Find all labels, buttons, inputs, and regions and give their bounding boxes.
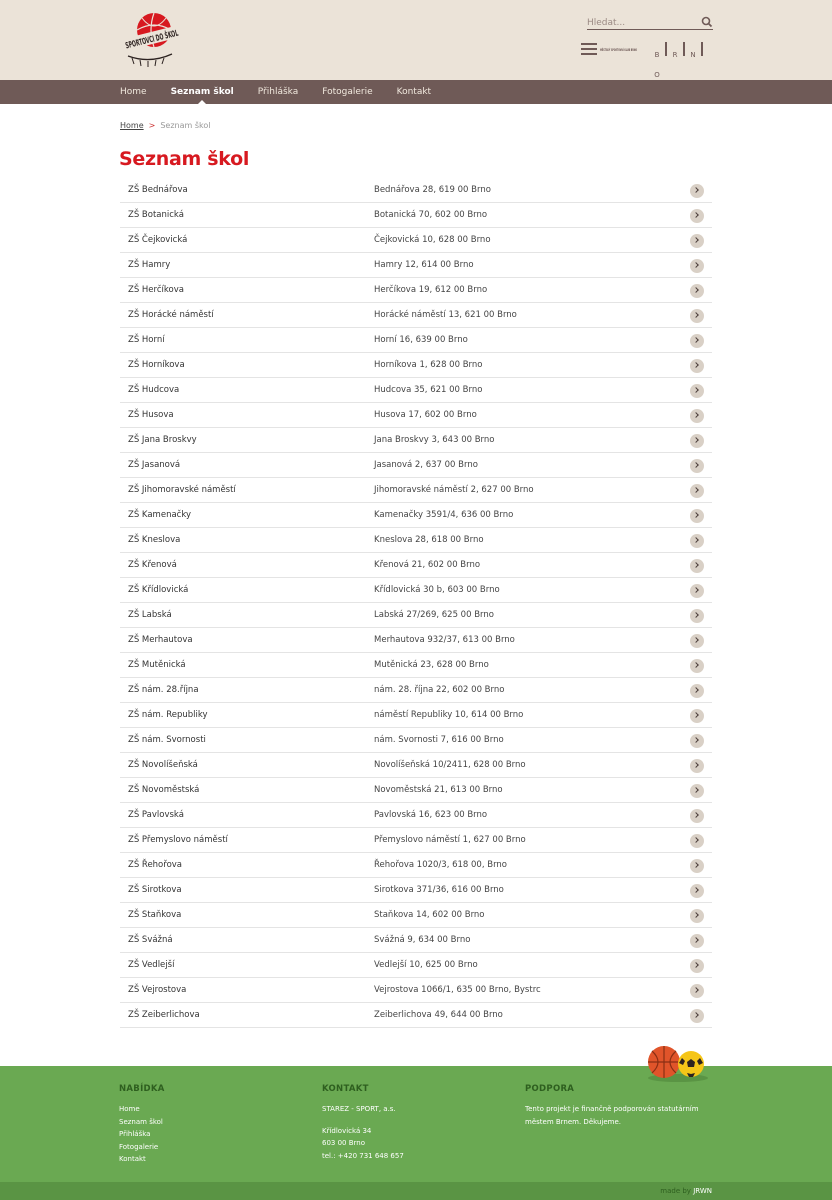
school-name[interactable]: ZŠ Přemyslovo náměstí: [128, 835, 228, 845]
school-row[interactable]: [120, 603, 712, 628]
school-row[interactable]: [120, 728, 712, 753]
chevron-right-icon[interactable]: [690, 209, 704, 223]
school-name[interactable]: ZŠ Novolíšeňská: [128, 760, 198, 770]
school-row[interactable]: [120, 428, 712, 453]
footer-contact-title: KONTAKT: [322, 1084, 369, 1094]
school-address: Bednářova 28, 619 00 Brno: [374, 185, 491, 195]
nav-item-kontakt[interactable]: Kontakt: [396, 87, 432, 97]
school-address: Vedlejší 10, 625 00 Brno: [374, 960, 478, 970]
made-by-link[interactable]: JRWN: [693, 1187, 712, 1195]
chevron-right-icon[interactable]: [690, 359, 704, 373]
school-row[interactable]: [120, 978, 712, 1003]
chevron-right-icon[interactable]: [690, 659, 704, 673]
chevron-right-icon[interactable]: [690, 834, 704, 848]
school-address: Řehořova 1020/3, 618 00, Brno: [374, 860, 508, 870]
msk-brno-logo[interactable]: [580, 40, 667, 58]
school-address: Hudcova 35, 621 00 Brno: [374, 385, 483, 395]
nav-item-home[interactable]: Home: [120, 87, 147, 97]
school-row[interactable]: [120, 503, 712, 528]
school-row[interactable]: [120, 328, 712, 353]
school-address: Křídlovická 30 b, 603 00 Brno: [374, 585, 500, 595]
school-name[interactable]: ZŠ Staňkova: [128, 910, 182, 920]
footer-support-column: [525, 1084, 715, 1128]
school-row[interactable]: [120, 703, 712, 728]
nav-item-fotogalerie[interactable]: Fotogalerie: [322, 87, 373, 97]
chevron-right-icon[interactable]: [690, 934, 704, 948]
school-name[interactable]: ZŠ nám. Republiky: [128, 710, 208, 720]
brno-letter-n: N: [690, 51, 696, 59]
school-name[interactable]: ZŠ Vejrostova: [128, 985, 187, 995]
bottom-bar: [0, 1182, 832, 1200]
nav-list: [120, 80, 455, 104]
school-address: Horní 16, 639 00 Brno: [374, 335, 468, 345]
school-row[interactable]: [120, 928, 712, 953]
school-address: Jana Broskvy 3, 643 00 Brno: [374, 435, 495, 445]
school-name[interactable]: ZŠ Hamry: [128, 260, 171, 270]
school-name[interactable]: ZŠ Svážná: [128, 935, 173, 945]
made-by-prefix: made by: [660, 1187, 691, 1195]
chevron-right-icon[interactable]: [690, 684, 704, 698]
school-name[interactable]: ZŠ Kneslova: [128, 535, 181, 545]
school-name[interactable]: ZŠ nám. 28.října: [128, 685, 199, 695]
school-address: Merhautova 932/37, 613 00 Brno: [374, 635, 515, 645]
school-address: náměstí Republiky 10, 614 00 Brno: [374, 710, 524, 720]
school-row[interactable]: [120, 678, 712, 703]
breadcrumb: [120, 121, 210, 130]
footer-link-fotogalerie[interactable]: Fotogalerie: [119, 1142, 159, 1151]
chevron-right-icon[interactable]: [690, 334, 704, 348]
school-row[interactable]: [120, 553, 712, 578]
footer-offer-title: NABÍDKA: [119, 1084, 165, 1094]
school-row[interactable]: [120, 653, 712, 678]
footer-link-kontakt[interactable]: Kontakt: [119, 1155, 146, 1163]
school-row[interactable]: [120, 253, 712, 278]
school-address: Botanická 70, 602 00 Brno: [374, 210, 488, 220]
chevron-right-icon[interactable]: [690, 534, 704, 548]
footer-balls-illustration: [640, 1040, 712, 1086]
made-by: [660, 1187, 712, 1195]
search-input[interactable]: [587, 14, 697, 32]
school-row[interactable]: [120, 278, 712, 303]
chevron-right-icon[interactable]: [690, 634, 704, 648]
school-address: Labská 27/269, 625 00 Brno: [374, 610, 494, 620]
school-row[interactable]: [120, 753, 712, 778]
nav-item-seznam-skol[interactable]: Seznam škol: [171, 80, 234, 104]
school-address: Herčíkova 19, 612 00 Brno: [374, 285, 488, 295]
chevron-right-icon[interactable]: [690, 859, 704, 873]
chevron-right-icon[interactable]: [690, 984, 704, 998]
school-address: Husova 17, 602 00 Brno: [374, 410, 477, 420]
school-name[interactable]: ZŠ Křídlovická: [128, 585, 189, 595]
footer-city: 603 00 Brno: [322, 1139, 365, 1147]
school-address: Přemyslovo náměstí 1, 627 00 Brno: [374, 835, 526, 845]
school-name[interactable]: ZŠ Horácké náměstí: [128, 310, 214, 320]
school-name[interactable]: ZŠ Novoměstská: [128, 785, 200, 795]
school-name[interactable]: ZŠ Jasanová: [128, 460, 181, 470]
school-address: nám. 28. října 22, 602 00 Brno: [374, 685, 505, 695]
basketball-icon: [648, 1046, 680, 1078]
chevron-right-icon[interactable]: [690, 734, 704, 748]
school-address: Kamenačky 3591/4, 636 00 Brno: [374, 510, 514, 520]
school-address: Kneslova 28, 618 00 Brno: [374, 535, 484, 545]
school-name[interactable]: ZŠ Jana Broskvy: [128, 435, 197, 445]
school-address: Sirotkova 371/36, 616 00 Brno: [374, 885, 504, 895]
school-row[interactable]: [120, 478, 712, 503]
school-row[interactable]: [120, 1003, 712, 1028]
school-address: Hamry 12, 614 00 Brno: [374, 260, 474, 270]
school-name[interactable]: ZŠ Zeiberlichova: [128, 1010, 200, 1020]
chevron-right-icon[interactable]: [690, 559, 704, 573]
chevron-right-icon[interactable]: [690, 509, 704, 523]
footer-company: STAREZ - SPORT, a.s.: [322, 1105, 396, 1113]
school-address: Novoměstská 21, 613 00 Brno: [374, 785, 503, 795]
school-name[interactable]: ZŠ nám. Svornosti: [128, 735, 206, 745]
school-address: Jihomoravské náměstí 2, 627 00 Brno: [374, 485, 534, 495]
school-name[interactable]: ZŠ Čejkovická: [128, 235, 188, 245]
chevron-right-icon[interactable]: [690, 434, 704, 448]
page-title: Seznam škol: [119, 148, 250, 170]
school-name[interactable]: ZŠ Sirotkova: [128, 885, 182, 895]
school-address: Novolíšeňská 10/2411, 628 00 Brno: [374, 760, 526, 770]
school-row[interactable]: [120, 453, 712, 478]
school-row[interactable]: [120, 303, 712, 328]
school-address: Horácké náměstí 13, 621 00 Brno: [374, 310, 517, 320]
school-name[interactable]: ZŠ Mutěnická: [128, 660, 186, 670]
school-address: Zeiberlichova 49, 644 00 Brno: [374, 1010, 503, 1020]
brno-divider: [701, 42, 703, 56]
footer-phone[interactable]: tel.: +420 731 648 657: [322, 1151, 404, 1160]
brno-divider: [665, 42, 667, 56]
chevron-right-icon[interactable]: [690, 959, 704, 973]
search-icon[interactable]: [701, 13, 713, 25]
school-name[interactable]: ZŠ Labská: [128, 610, 172, 620]
chevron-right-icon[interactable]: [690, 884, 704, 898]
basketball-logo-icon: [120, 10, 224, 70]
school-name[interactable]: ZŠ Horníkova: [128, 360, 185, 370]
school-name[interactable]: ZŠ Hudcova: [128, 385, 180, 395]
school-name[interactable]: ZŠ Herčíkova: [128, 285, 184, 295]
school-row[interactable]: [120, 953, 712, 978]
footer-offer-column: [119, 1084, 165, 1166]
school-name[interactable]: ZŠ Merhautova: [128, 635, 193, 645]
school-row[interactable]: [120, 903, 712, 928]
brno-letter-r: R: [672, 51, 678, 59]
msk-logo-text: MĚSTSKÝ SPORTOVNÍ KLUB BRNO: [600, 48, 667, 52]
main-navigation: [0, 80, 832, 104]
school-name[interactable]: ZŠ Jihomoravské náměstí: [128, 485, 236, 495]
chevron-right-icon[interactable]: [690, 259, 704, 273]
chevron-right-icon[interactable]: [690, 809, 704, 823]
breadcrumb-home-link[interactable]: Home: [120, 121, 144, 130]
site-logo[interactable]: [120, 10, 224, 70]
footer-support-text: Tento projekt je finančně podporován statutárním městem Brnem. Děkujeme.: [525, 1105, 699, 1126]
chevron-right-icon[interactable]: [690, 759, 704, 773]
chevron-right-icon[interactable]: [690, 234, 704, 248]
chevron-right-icon[interactable]: [690, 609, 704, 623]
footer-link-seznam-skol[interactable]: Seznam škol: [119, 1117, 163, 1126]
school-address: nám. Svornosti 7, 616 00 Brno: [374, 735, 504, 745]
school-address: Svážná 9, 634 00 Brno: [374, 935, 471, 945]
school-row[interactable]: [120, 528, 712, 553]
school-row[interactable]: [120, 203, 712, 228]
school-row[interactable]: [120, 378, 712, 403]
school-name[interactable]: ZŠ Pavlovská: [128, 810, 184, 820]
school-row[interactable]: [120, 403, 712, 428]
chevron-right-icon[interactable]: [690, 784, 704, 798]
chevron-right-icon[interactable]: [690, 409, 704, 423]
school-address: Jasanová 2, 637 00 Brno: [374, 460, 478, 470]
logo-text: SPORTOVCI DO ŠKOL: [124, 17, 224, 52]
school-name[interactable]: ZŠ Horní: [128, 335, 165, 345]
football-icon: [678, 1051, 704, 1077]
header: [0, 0, 832, 80]
school-name[interactable]: ZŠ Křenová: [128, 560, 177, 570]
school-row[interactable]: [120, 353, 712, 378]
school-row[interactable]: [120, 628, 712, 653]
school-row[interactable]: [120, 803, 712, 828]
school-address: Čejkovická 10, 628 00 Brno: [374, 235, 491, 245]
chevron-right-icon[interactable]: [690, 1009, 704, 1023]
footer-street: Křídlovická 34: [322, 1126, 372, 1135]
school-row[interactable]: [120, 828, 712, 853]
brno-divider: [683, 42, 685, 56]
school-address: Staňkova 14, 602 00 Brno: [374, 910, 485, 920]
school-address: Horníkova 1, 628 00 Brno: [374, 360, 483, 370]
breadcrumb-current: Seznam škol: [160, 121, 211, 130]
chevron-right-icon[interactable]: [690, 459, 704, 473]
chevron-right-icon[interactable]: [690, 909, 704, 923]
chevron-right-icon[interactable]: [690, 709, 704, 723]
brno-letter-o: O: [654, 71, 660, 79]
footer-contact-column: [322, 1084, 404, 1162]
chevron-right-icon[interactable]: [690, 484, 704, 498]
chevron-right-icon[interactable]: [690, 309, 704, 323]
brno-city-logo[interactable]: [650, 42, 714, 79]
search-box: [587, 10, 713, 30]
school-name[interactable]: ZŠ Botanická: [128, 210, 184, 220]
school-address: Křenová 21, 602 00 Brno: [374, 560, 481, 570]
breadcrumb-separator: >: [148, 121, 156, 130]
school-row[interactable]: [120, 178, 712, 203]
chevron-right-icon[interactable]: [690, 584, 704, 598]
chevron-right-icon[interactable]: [690, 384, 704, 398]
school-name[interactable]: ZŠ Bednářova: [128, 185, 188, 195]
school-row[interactable]: [120, 778, 712, 803]
school-address: Pavlovská 16, 623 00 Brno: [374, 810, 488, 820]
footer-link-home[interactable]: Home: [119, 1105, 140, 1113]
school-row[interactable]: [120, 578, 712, 603]
school-row[interactable]: [120, 228, 712, 253]
school-name[interactable]: ZŠ Kamenačky: [128, 510, 191, 520]
chevron-right-icon[interactable]: [690, 184, 704, 198]
school-row[interactable]: [120, 853, 712, 878]
nav-item-prihlaska[interactable]: Přihláška: [257, 87, 299, 97]
school-name[interactable]: ZŠ Řehořova: [128, 860, 183, 870]
footer-link-prihlaska[interactable]: Přihláška: [119, 1130, 151, 1138]
school-address: Vejrostova 1066/1, 635 00 Brno, Bystrc: [374, 985, 541, 995]
school-name[interactable]: ZŠ Husova: [128, 410, 174, 420]
school-name[interactable]: ZŠ Vedlejší: [128, 960, 175, 970]
footer-support-title: PODPORA: [525, 1084, 575, 1094]
brno-letter-b: B: [654, 51, 660, 59]
school-list: [120, 178, 712, 1028]
school-row[interactable]: [120, 878, 712, 903]
chevron-right-icon[interactable]: [690, 284, 704, 298]
school-address: Mutěnická 23, 628 00 Brno: [374, 660, 489, 670]
